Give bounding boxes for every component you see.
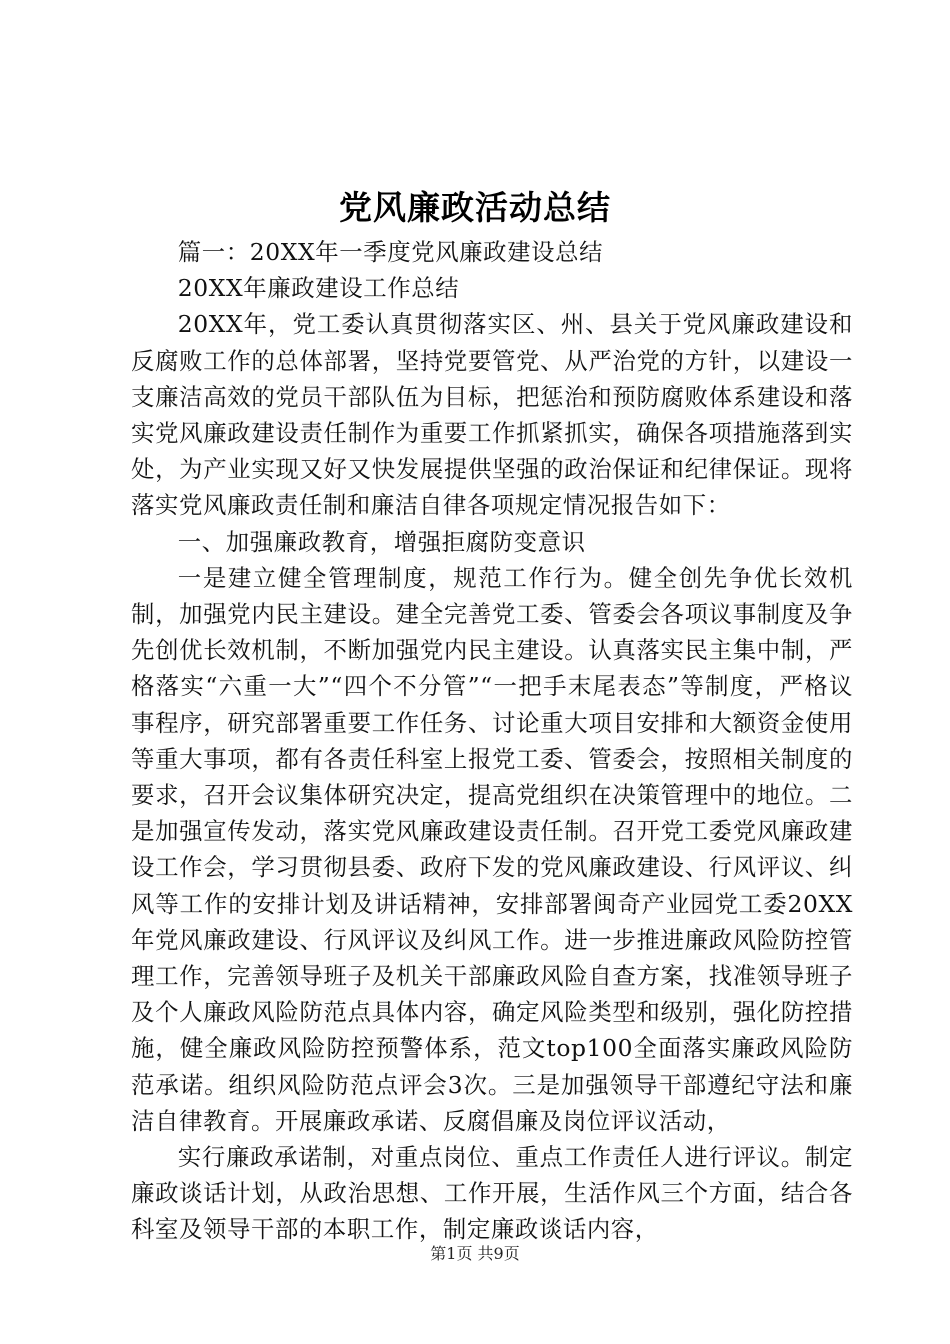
document-body [131,234,853,1248]
intro-paragraph: 20XX年，党工委认真贯彻落实区、州、县关于党风廉政建设和反腐败工作的总体部署，坚持党要管党、从严治党的方针，以建设一支廉洁高效的党员干部队伍为目标，把惩治和预防腐败体系建设和落实党风廉政建设责任制作为重要工作抓紧抓实，确保各项措施落到实处，为产业实现又好又快发展提供坚强的政治保证和纪律保证。现将落实党风廉政责任制和廉洁自律各项规定情况报告如下： [131,310,853,520]
page-number: 第1页 共9页 [430,1244,520,1263]
document-title: 党风廉政活动总结 [339,188,611,227]
body-paragraph: 一是建立健全管理制度，规范工作行为。健全创先争优长效机制，加强党内民主建设。建全完善党工委、管委会各项议事制度及争先创优长效机制，不断加强党内民主建设。认真落实民主集中制，严格落实“六重一大”“四个不分管”“一把手末尾表态”等制度，严格议事程序，研究部署重要工作任务、讨论重大项目安排和大额资金使用等重大事项，都有各责任科室上报党工委、管委会，按照相关制度的要求，召开会议集体研究决定，提高党组织在决策管理中的地位。二是加强宣传发动，落实党风廉政建设责任制。召开党工委党风廉政建设工作会，学习贯彻县委、政府下发的党风廉政建设、行风评议、纠风等工作的安排计划及讲话精神，安排部署闽奇产业园党工委20XX年党风廉政建设、行风评议及纠风工作。进一步推进廉政风险防控管理工作，完善领导班子及机关干部廉政风险自查方案，找准领导班子及个人廉政风险防范点具体内容，确定风险类型和级别，强化防控措施，健全廉政风险防控预警体系，范文top100全面落实廉政风险防范承诺。组织风险防范点评会3次。三是加强领导干部遵纪守法和廉洁自律教育。开展廉政承诺、反腐倡廉及岗位评议活动， [131,563,853,1135]
subsection-heading: 一、加强廉政教育，增强拒腐防变意识 [177,527,586,556]
body-paragraph: 实行廉政承诺制，对重点岗位、重点工作责任人进行评议。制定廉政谈话计划，从政治思想、工作开展，生活作风三个方面，结合各科室及领导干部的本职工作，制定廉政谈话内容， [131,1143,853,1244]
section-heading: 篇一：20XX年一季度党风廉政建设总结 [177,238,604,266]
subtitle: 20XX年廉政建设工作总结 [177,274,460,303]
